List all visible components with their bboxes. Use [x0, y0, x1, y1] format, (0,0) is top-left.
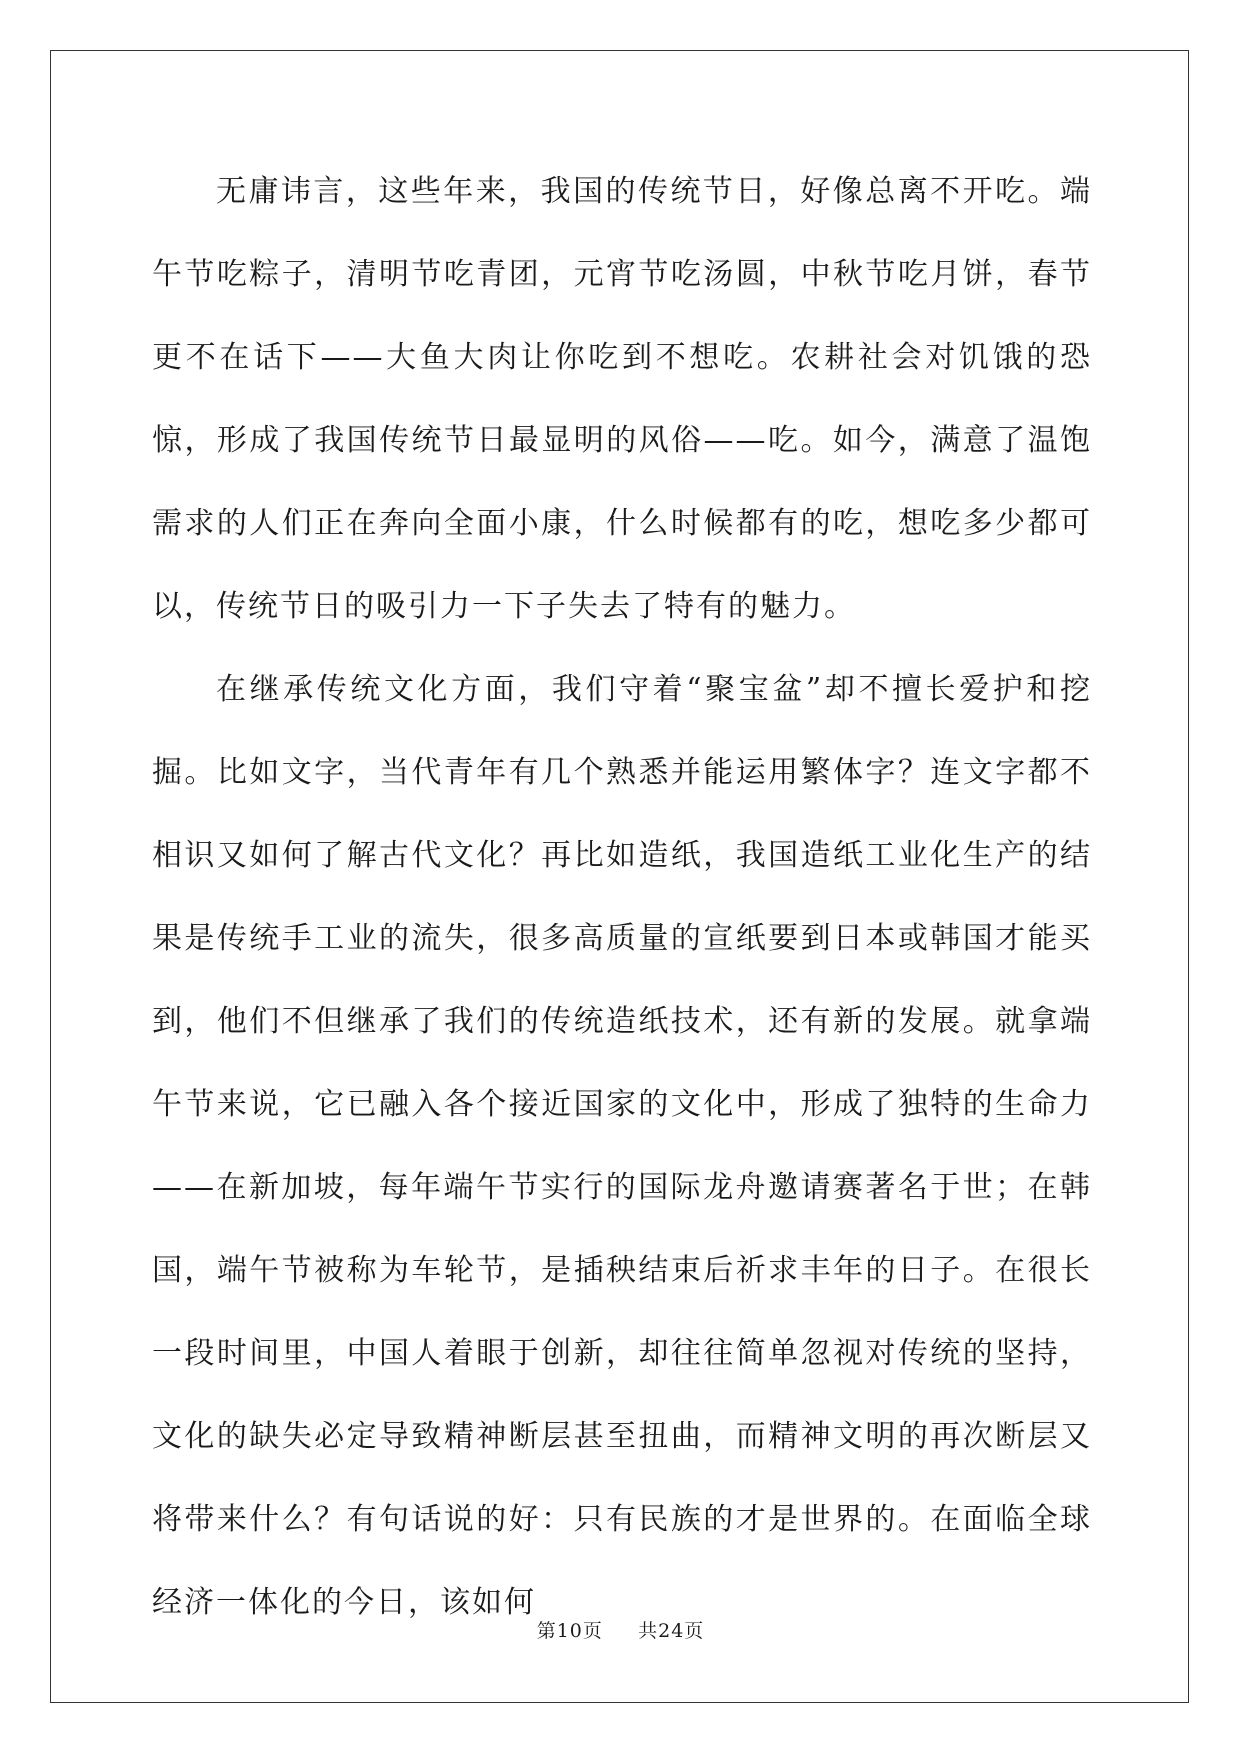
page-total: 共24页: [638, 1620, 705, 1642]
document-body: [152, 150, 1092, 1644]
paragraph-2: 在继承传统文化方面，我们守着“聚宝盆”却不擅长爱护和挖掘。比如文字，当代青年有几个熟悉并能运用繁体字？连文字都不相识又如何了解古代文化？再比如造纸，我国造纸工业化生产的结果是传统手工业的流失，很多高质量的宣纸要到日本或韩国才能买到，他们不但继承了我们的传统造纸技术，还有新的发展。就拿端午节来说，它已融入各个接近国家的文化中，形成了独特的生命力——在新加坡，每年端午节实行的国际龙舟邀请赛著名于世；在韩国，端午节被称为车轮节，是插秧结束后祈求丰年的日子。在很长一段时间里，中国人着眼于创新，却往往简单忽视对传统的坚持，文化的缺失必定导致精神断层甚至扭曲，而精神文明的再次断层又将带来什么？有句话说的好：只有民族的才是世界的。在面临全球经济一体化的今日，该如何: [152, 672, 1092, 1620]
page-footer: [0, 1616, 1241, 1643]
page-number: 第10页: [536, 1620, 603, 1642]
paragraph-1: 无庸讳言，这些年来，我国的传统节日，好像总离不开吃。端午节吃粽子，清明节吃青团，元宵节吃汤圆，中秋节吃月饼，春节更不在话下——大鱼大肉让你吃到不想吃。农耕社会对饥饿的恐惊，形成了我国传统节日最显明的风俗——吃。如今，满意了温饱需求的人们正在奔向全面小康，什么时候都有的吃，想吃多少都可以，传统节日的吸引力一下子失去了特有的魅力。: [152, 174, 1092, 624]
